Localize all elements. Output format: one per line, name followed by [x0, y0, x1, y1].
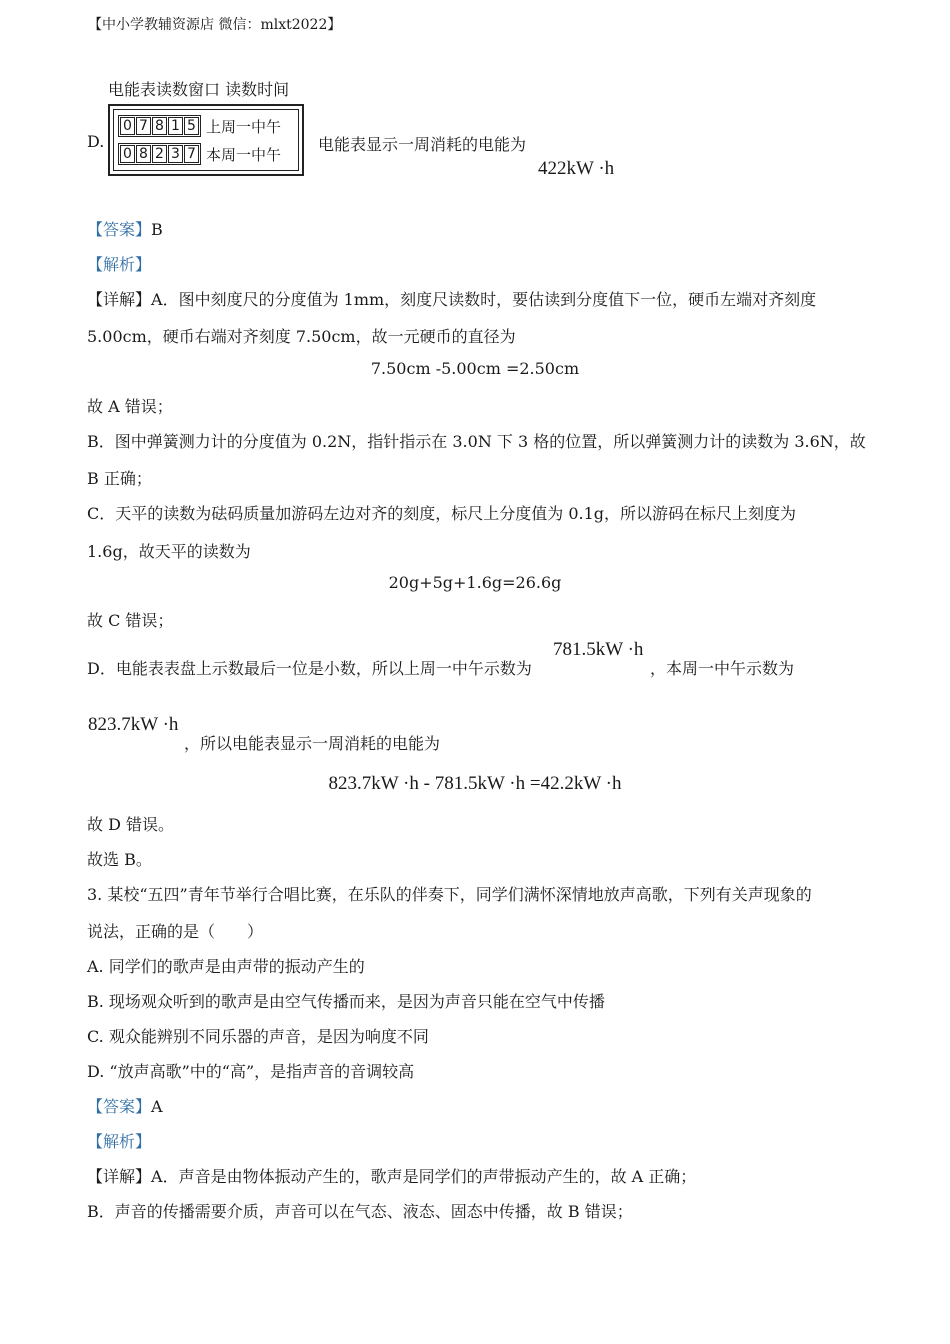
meter-row-label: 本周一中午 [206, 145, 282, 164]
answer-tag: 【答案】 [87, 220, 152, 239]
option-d-description: 电能表显示一周消耗的电能为 [318, 135, 527, 154]
detail-line: 故 D 错误。 [87, 815, 175, 834]
meter-digit: 0 [120, 145, 135, 163]
detail-line: ，所以电能表显示一周消耗的电能为 [184, 734, 441, 753]
meter-digit: 8 [152, 117, 167, 135]
detail-line: 故 C 错误； [87, 611, 174, 630]
detail-line: C．天平的读数为砝码质量加游码左边对齐的刻度，标尺上分度值为 0.1g，所以游码在标尺上刻度为 [87, 504, 797, 523]
option-d-value: 422kW ·h [538, 158, 615, 179]
meter-caption: 电能表读数窗口 读数时间 [108, 80, 290, 99]
meter-digits [118, 143, 201, 165]
question-stem: 说法，正确的是（ ） [87, 922, 264, 941]
answer-value: B [151, 220, 163, 239]
analysis-tag: 【解析】 [87, 255, 152, 274]
answer-value: A [151, 1097, 163, 1116]
detail-tag: 【详解】 [87, 290, 152, 309]
detail-line [87, 1164, 696, 1187]
detail-line: 1.6g，故天平的读数为 [87, 542, 251, 561]
meter-digit: 5 [184, 117, 199, 135]
equation: 823.7kW ·h - 781.5kW ·h =42.2kW ·h [328, 773, 622, 794]
equation: 20g+5g+1.6g=26.6g [388, 573, 562, 592]
detail-line: 5.00cm，硬币右端对齐刻度 7.50cm，故一元硬币的直径为 [87, 327, 516, 346]
option-d-label: D. [87, 132, 105, 151]
detail-text: A．图中刻度尺的分度值为 1mm，刻度尺读数时，要估读到分度值下一位，硬币左端对齐刻度 [151, 290, 817, 309]
answer-tag: 【答案】 [87, 1097, 152, 1116]
answer-row [87, 217, 163, 240]
meter-digit: 8 [136, 145, 151, 163]
meter-digit: 7 [136, 117, 151, 135]
meter-row-label: 上周一中午 [206, 117, 282, 136]
detail-line: ，本周一中午示数为 [650, 659, 795, 678]
meter-digit: 7 [184, 145, 199, 163]
meter-digit: 1 [168, 117, 183, 135]
meter-digit: 2 [152, 145, 167, 163]
option-a: A. 同学们的歌声是由声带的振动产生的 [87, 957, 365, 976]
meter-row-last-week [118, 114, 281, 138]
option-d: D. “放声高歌”中的“高”，是指声音的音调较高 [87, 1062, 415, 1081]
detail-line: B 正确； [87, 469, 152, 488]
detail-line: 故 A 错误； [87, 397, 173, 416]
detail-line: B．图中弹簧测力计的分度值为 0.2N，指针指示在 3.0N 下 3 格的位置，所以弹簧测力计的读数为 3.6N，故 [87, 432, 866, 451]
option-c: C. 观众能辨别不同乐器的声音，是因为响度不同 [87, 1027, 429, 1046]
electricity-meter-figure [108, 104, 304, 176]
answer-row [87, 1094, 163, 1117]
question-stem: 3. 某校“五四”青年节举行合唱比赛，在乐队的伴奏下，同学们满怀深情地放声高歌，下列有关声现象的 [87, 885, 812, 904]
detail-tag: 【详解】 [87, 1167, 152, 1186]
formula-last-week: 781.5kW ·h [553, 639, 644, 660]
meter-digit: 0 [120, 117, 135, 135]
meter-digit: 3 [168, 145, 183, 163]
detail-line: B．声音的传播需要介质，声音可以在气态、液态、固态中传播，故 B 错误； [87, 1202, 633, 1221]
meter-digits [118, 115, 201, 137]
page-header: 【中小学教辅资源店 微信：mlxt2022】 [88, 17, 342, 33]
detail-line [87, 287, 816, 310]
equation: 7.50cm -5.00cm =2.50cm [370, 359, 580, 378]
formula-this-week: 823.7kW ·h [88, 714, 179, 735]
option-b: B. 现场观众听到的歌声是由空气传播而来，是因为声音只能在空气中传播 [87, 992, 605, 1011]
analysis-tag: 【解析】 [87, 1132, 152, 1151]
meter-row-this-week [118, 142, 281, 166]
detail-text: A．声音是由物体振动产生的，歌声是同学们的声带振动产生的，故 A 正确； [151, 1167, 697, 1186]
detail-line: D．电能表表盘上示数最后一位是小数，所以上周一中午示数为 [87, 659, 532, 678]
detail-line: 故选 B。 [87, 850, 152, 869]
